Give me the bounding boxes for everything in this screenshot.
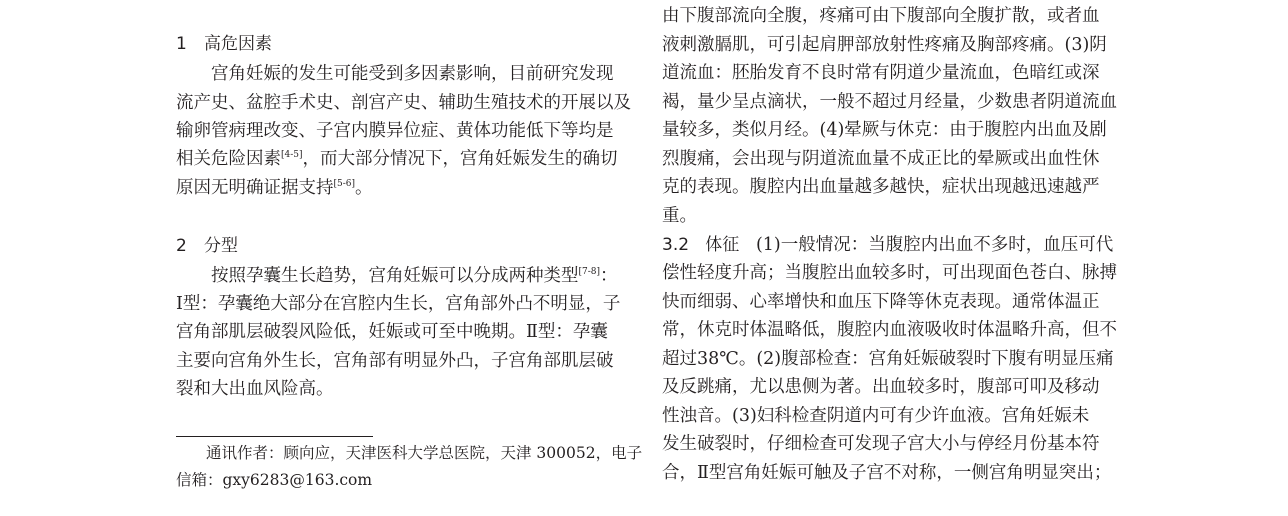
paragraph-line: 量较多，类似月经。(4)晕厥与休克：由于腹腔内出血及剧 xyxy=(662,120,1107,140)
citation-ref: [4-5] xyxy=(281,150,303,160)
paragraph-line: 褐，量少呈点滴状，一般不超过月经量，少数患者阴道流血 xyxy=(662,92,1117,112)
section-1-title: 高危因素 xyxy=(204,34,272,54)
paragraph-line: 快而细弱、心率增快和血压下降等休克表现。通常体温正 xyxy=(662,292,1100,312)
paragraph-line: 发生破裂时，仔细检查可发现子宫大小与停经月份基本符 xyxy=(662,434,1100,454)
section-1-number: 1 xyxy=(176,34,187,54)
paragraph-line: 及反跳痛，尤以患侧为著。出血较多时，腹部可叩及移动 xyxy=(662,377,1100,397)
paragraph-line: 输卵管病理改变、子宫内膜异位症、黄体功能低下等均是 xyxy=(176,121,614,141)
paragraph-line: 流产史、盆腔手术史、剖宫产史、辅助生殖技术的开展以及 xyxy=(176,93,631,113)
paragraph-line: 合，Ⅱ型宫角妊娠可触及子宫不对称，一侧宫角明显突出； xyxy=(662,463,1112,483)
text-run: 按照孕囊生长趋势，宫角妊娠可以分成两种类型 xyxy=(211,266,579,286)
subsection-3-2-line xyxy=(662,231,1113,259)
section-2-heading xyxy=(176,232,238,260)
paragraph-line xyxy=(176,174,373,202)
text-run: (1)一般情况：当腹腔内出血不多时，血压可代 xyxy=(755,235,1114,255)
footnote-divider xyxy=(176,436,373,437)
section-2-title: 分型 xyxy=(204,236,238,256)
paragraph-line: 偿性轻度升高；当腹腔出血较多时，可出现面色苍白、脉搏 xyxy=(662,263,1117,283)
section-2-number: 2 xyxy=(176,236,187,256)
paragraph-line xyxy=(176,145,618,173)
text-run: ，而大部分情况下，宫角妊娠发生的确切 xyxy=(302,149,618,169)
footnote-line: 通讯作者：顾向应，天津医科大学总医院，天津 300052，电子 xyxy=(206,444,643,462)
subsection-3-2-number: 3.2 xyxy=(662,235,690,255)
section-1-heading xyxy=(176,30,272,58)
paragraph-line: 常，休克时体温略低，腹腔内血液吸收时体温略升高，但不 xyxy=(662,320,1117,340)
paragraph-line: 主要向宫角外生长，宫角部有明显外凸，子宫角部肌层破 xyxy=(176,351,614,371)
paragraph-line: 由下腹部流向全腹，疼痛可由下腹部向全腹扩散，或者血 xyxy=(662,6,1100,26)
text-run: 原因无明确证据支持 xyxy=(176,178,334,198)
paragraph-line: 裂和大出血风险高。 xyxy=(176,379,334,399)
paragraph-line: 克的表现。腹腔内出血量越多越快，症状出现越迅速越严 xyxy=(662,177,1100,197)
text-run: 相关危险因素 xyxy=(176,149,281,169)
paragraph-line: 道流血：胚胎发育不良时常有阴道少量流血，色暗红或深 xyxy=(662,63,1100,83)
text-run: 。 xyxy=(355,178,373,198)
citation-ref: [7-8] xyxy=(578,267,601,277)
paragraph-line: Ⅰ型：孕囊绝大部分在宫腔内生长，宫角部外凸不明显，子 xyxy=(176,294,621,314)
subsection-3-2-heading xyxy=(662,235,739,255)
paragraph-line: 液刺激膈肌，可引起肩胛部放射性疼痛及胸部疼痛。(3)阴 xyxy=(662,35,1107,55)
paragraph-line: 烈腹痛，会出现与阴道流血量不成正比的晕厥或出血性休 xyxy=(662,149,1100,169)
paragraph-line: 性浊音。(3)妇科检查阴道内可有少许血液。宫角妊娠未 xyxy=(662,406,1090,426)
paragraph-line: 重。 xyxy=(662,206,697,226)
citation-ref: [5-6] xyxy=(333,179,356,189)
paragraph-line: 宫角部肌层破裂风险低，妊娠或可至中晚期。Ⅱ型：孕囊 xyxy=(176,322,608,342)
paragraph-line xyxy=(211,262,618,290)
footnote-line: 信箱：gxy6283@163.com xyxy=(176,471,373,489)
text-run: ： xyxy=(600,266,618,286)
subsection-3-2-title: 体征 xyxy=(705,235,740,255)
paragraph-line: 宫角妊娠的发生可能受到多因素影响，目前研究发现 xyxy=(211,64,614,84)
paragraph-line: 超过38℃。(2)腹部检查：宫角妊娠破裂时下腹有明显压痛 xyxy=(662,349,1114,369)
